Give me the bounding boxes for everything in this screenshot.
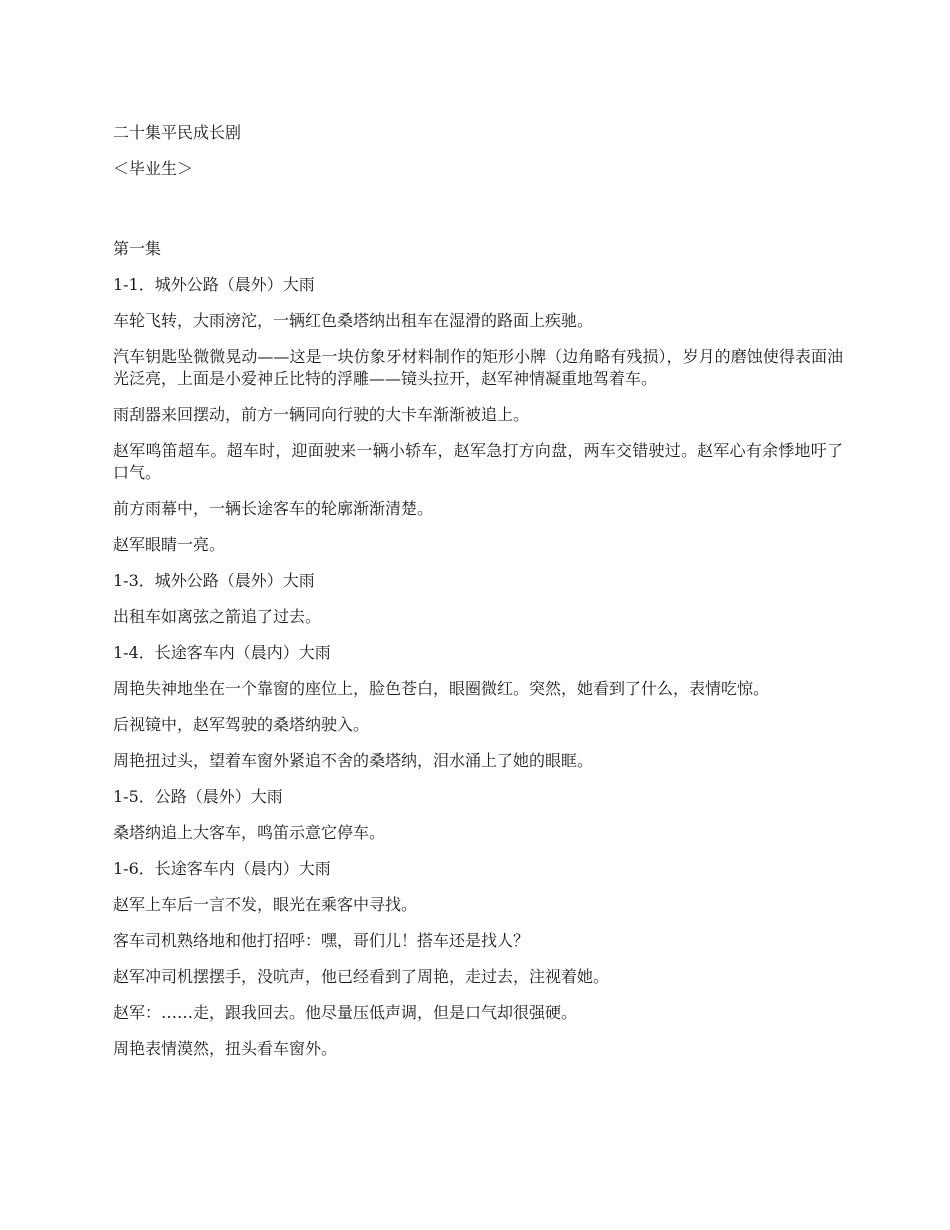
script-paragraph: 后视镜中，赵军驾驶的桑塔纳驶入。 xyxy=(113,715,370,734)
document-subtitle: ＜毕业生＞ xyxy=(113,159,194,178)
script-paragraph: 雨刮器来回摆动，前方一辆同向行驶的大卡车渐渐被追上。 xyxy=(113,405,530,424)
episode-heading: 第一集 xyxy=(113,239,162,258)
document-page xyxy=(113,122,843,1074)
script-paragraph: 赵军冲司机摆摆手，没吭声，他已经看到了周艳，走过去，注视着她。 xyxy=(113,967,610,986)
script-paragraph: 赵军上车后一言不发，眼光在乘客中寻找。 xyxy=(113,895,418,914)
script-paragraph: 客车司机熟络地和他打招呼：嘿，哥们儿！搭车还是找人？ xyxy=(113,931,530,950)
script-paragraph: 前方雨幕中，一辆长途客车的轮廓渐渐清楚。 xyxy=(113,499,434,518)
script-paragraph: 周艳扭过头，望着车窗外紧追不舍的桑塔纳，泪水涌上了她的眼眶。 xyxy=(113,751,594,770)
script-paragraph: 赵军鸣笛超车。超车时，迎面驶来一辆小轿车，赵军急打方向盘，两车交错驶过。赵军心有余悸地吁了口气。 xyxy=(113,441,843,482)
script-paragraph: 赵军：……走，跟我回去。他尽量压低声调，但是口气却很强硬。 xyxy=(113,1003,578,1022)
script-paragraph: 车轮飞转，大雨滂沱，一辆红色桑塔纳出租车在湿滑的路面上疾驰。 xyxy=(113,311,594,330)
scene-heading: 1-5．公路（晨外）大雨 xyxy=(113,787,283,806)
script-paragraph: 桑塔纳追上大客车，鸣笛示意它停车。 xyxy=(113,823,386,842)
document-title: 二十集平民成长剧 xyxy=(113,123,242,142)
scene-heading: 1-4．长途客车内（晨内）大雨 xyxy=(113,643,331,662)
script-paragraph: 周艳失神地坐在一个靠窗的座位上，脸色苍白，眼圈微红。突然，她看到了什么，表情吃惊。 xyxy=(113,679,770,698)
script-paragraph: 周艳表情漠然，扭头看车窗外。 xyxy=(113,1039,338,1058)
scene-heading: 1-1．城外公路（晨外）大雨 xyxy=(113,275,315,294)
script-paragraph: 汽车钥匙坠微微晃动——这是一块仿象牙材料制作的矩形小牌（边角略有残损），岁月的磨蚀使得表面油光泛亮，上面是小爱神丘比特的浮雕——镜头拉开，赵军神情凝重地驾着车。 xyxy=(113,347,843,388)
script-paragraph: 赵军眼睛一亮。 xyxy=(113,535,226,554)
script-paragraph: 出租车如离弦之箭追了过去。 xyxy=(113,607,322,626)
scene-heading: 1-3．城外公路（晨外）大雨 xyxy=(113,571,315,590)
scene-heading: 1-6．长途客车内（晨内）大雨 xyxy=(113,859,331,878)
